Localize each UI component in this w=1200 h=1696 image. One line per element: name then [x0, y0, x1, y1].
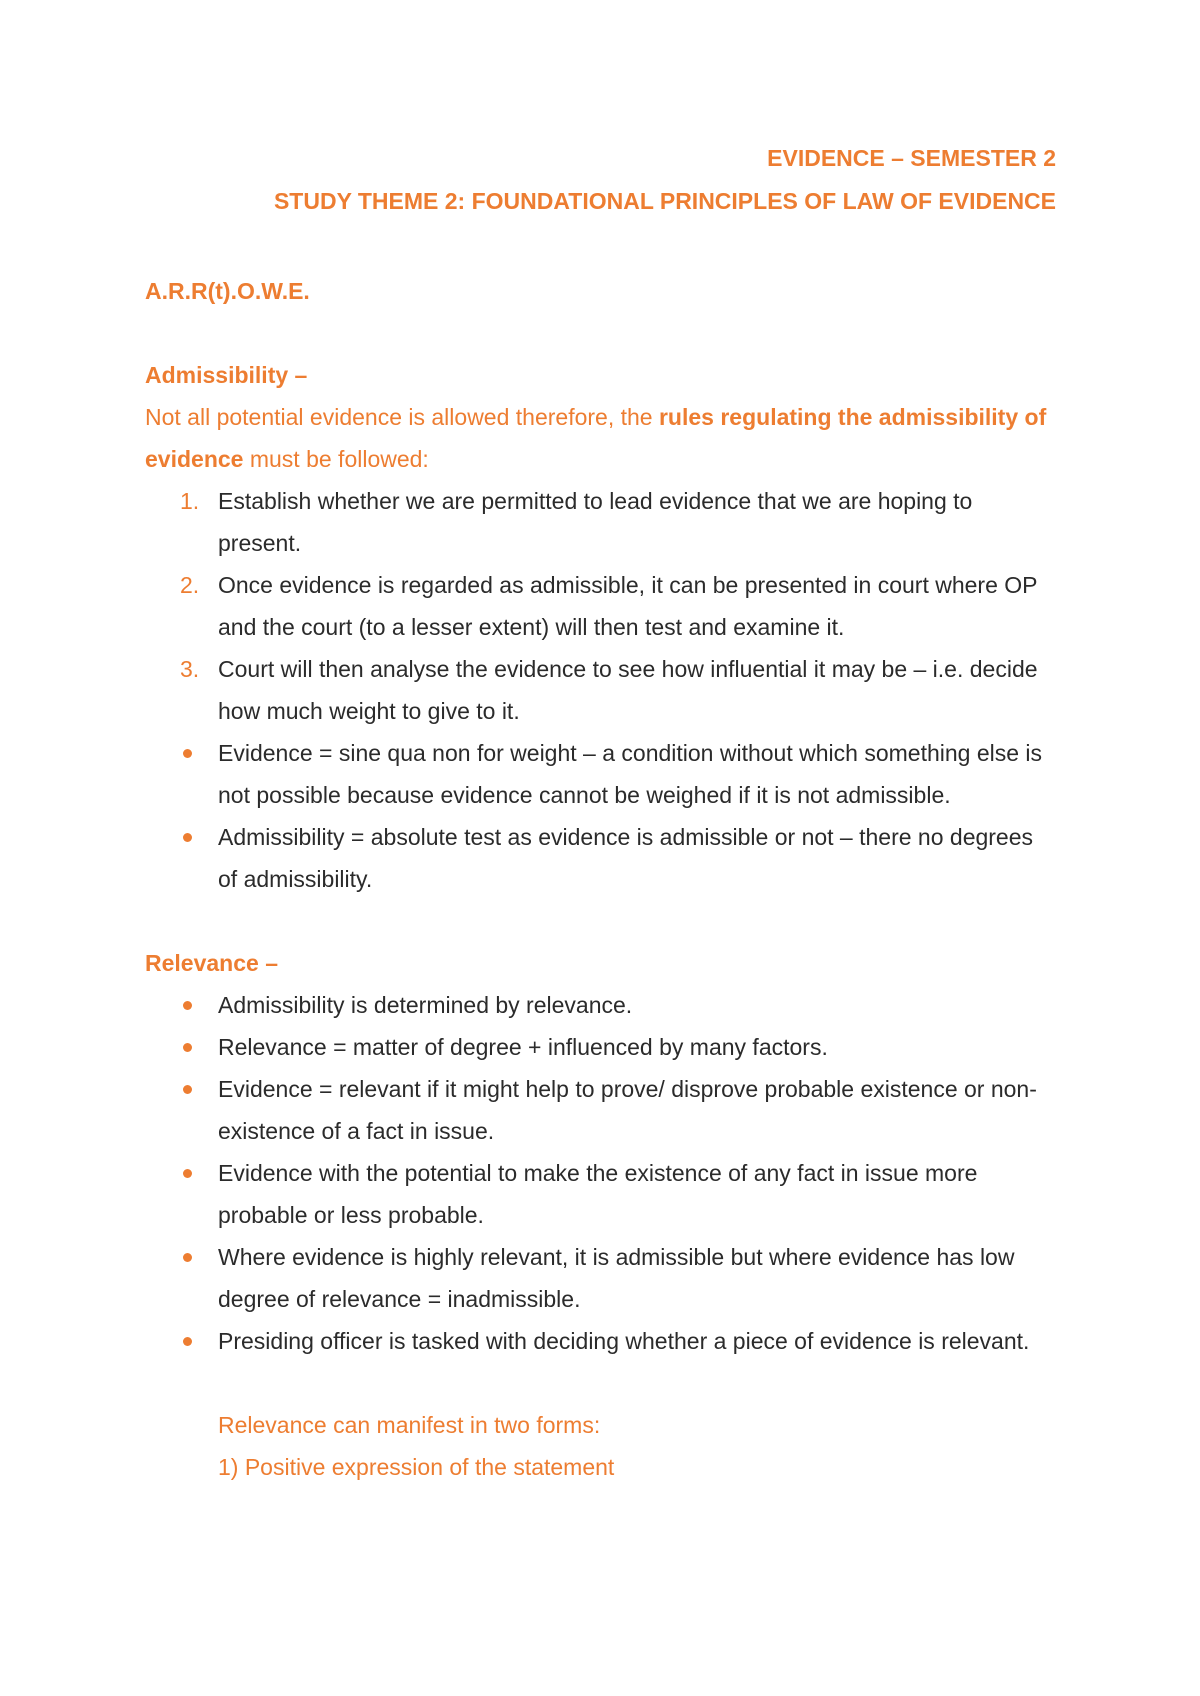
- bullet-icon: [183, 749, 192, 758]
- list-item: [145, 1236, 1055, 1320]
- bullet-icon: [183, 833, 192, 842]
- list-item: [145, 816, 1055, 900]
- list-item-text: Relevance = matter of degree + influenced by many factors.: [218, 1034, 828, 1060]
- admissibility-intro-bold: rules regulating the admissibility of evidence: [145, 404, 1047, 472]
- relevance-form-1: 1) Positive expression of the statement: [218, 1454, 615, 1480]
- bullet-icon: [183, 1043, 192, 1052]
- relevance-heading: Relevance –: [145, 950, 278, 976]
- list-item-text: Admissibility = absolute test as evidence is admissible or not – there no degrees of admissibility.: [218, 824, 1034, 892]
- list-number: 2.: [180, 572, 200, 598]
- list-item-text: Court will then analyse the evidence to see how influential it may be – i.e. decide how much weight to give to it.: [218, 656, 1038, 724]
- list-item: [145, 564, 1055, 648]
- spacer: [145, 1362, 1055, 1404]
- document-header-subtitle: STUDY THEME 2: FOUNDATIONAL PRINCIPLES OF LAW OF EVIDENCE: [273, 188, 1056, 214]
- list-item: [145, 1152, 1055, 1236]
- list-item-text: Once evidence is regarded as admissible, it can be presented in court where OP and the court (to a lesser extent) will then test and examine it.: [218, 572, 1038, 640]
- list-item-text: Evidence with the potential to make the existence of any fact in issue more probable or less probable.: [218, 1160, 978, 1228]
- spacer: [145, 900, 1055, 942]
- list-item-text: Where evidence is highly relevant, it is admissible but where evidence has low degree of relevance = inadmissible.: [218, 1244, 1015, 1312]
- list-item: [145, 1068, 1055, 1152]
- list-item-text: Evidence = sine qua non for weight – a condition without which something else is not possible because evidence cannot be weighed if it is not admissible.: [218, 740, 1043, 808]
- list-item: [145, 1026, 1055, 1068]
- list-number: 1.: [180, 488, 200, 514]
- admissibility-heading: Admissibility –: [145, 362, 308, 388]
- list-item-text: Presiding officer is tasked with deciding whether a piece of evidence is relevant.: [218, 1328, 1030, 1354]
- list-item-text: Admissibility is determined by relevance.: [218, 992, 633, 1018]
- document-body: [145, 270, 1055, 1488]
- list-item: [145, 480, 1055, 564]
- list-item-text: Establish whether we are permitted to lead evidence that we are hoping to present.: [218, 488, 973, 556]
- relevance-forms-intro: Relevance can manifest in two forms:: [218, 1412, 601, 1438]
- list-item-text: Evidence = relevant if it might help to prove/ disprove probable existence or non-existence of a fact in issue.: [218, 1076, 1037, 1144]
- admissibility-list: [145, 480, 1055, 900]
- bullet-icon: [183, 1337, 192, 1346]
- relevance-list: [145, 984, 1055, 1362]
- list-item: [145, 1320, 1055, 1362]
- bullet-icon: [183, 1253, 192, 1262]
- list-item: [145, 732, 1055, 816]
- admissibility-intro-pre: Not all potential evidence is allowed therefore, the: [145, 404, 659, 430]
- admissibility-intro: [145, 396, 1055, 480]
- bullet-icon: [183, 1085, 192, 1094]
- list-number: 3.: [180, 656, 200, 682]
- document-header-title: EVIDENCE – SEMESTER 2: [767, 145, 1056, 171]
- bullet-icon: [183, 1001, 192, 1010]
- admissibility-intro-post: must be followed:: [243, 446, 429, 472]
- list-item: [145, 984, 1055, 1026]
- acronym-heading: A.R.R(t).O.W.E.: [145, 278, 310, 304]
- bullet-icon: [183, 1169, 192, 1178]
- list-item: [145, 648, 1055, 732]
